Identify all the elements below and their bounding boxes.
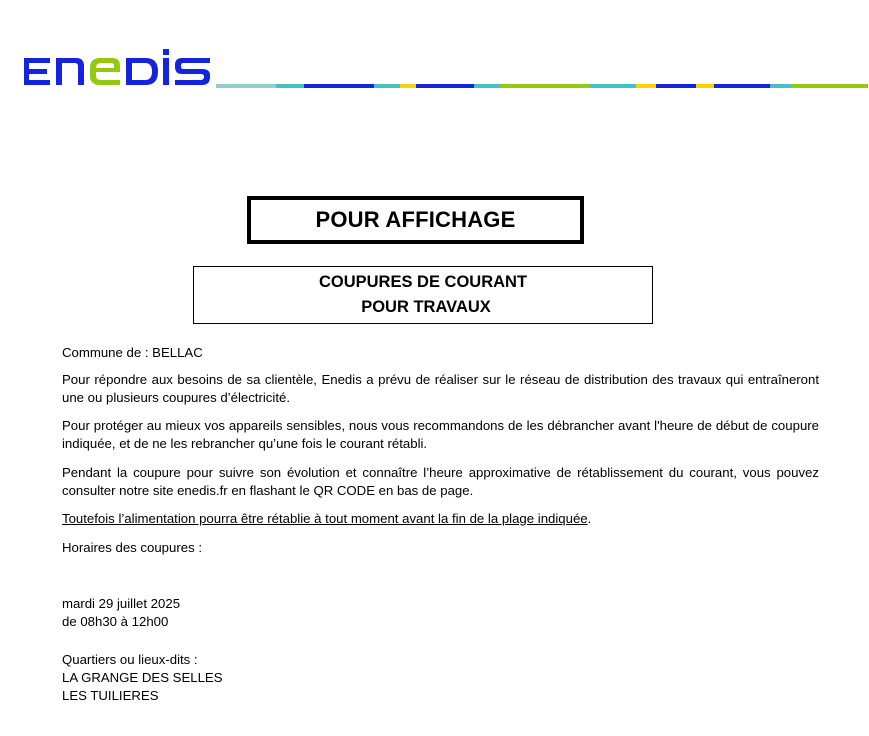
outage-date: mardi 29 juillet 2025 — [62, 596, 181, 611]
commune-line: Commune de : BELLAC — [62, 345, 203, 360]
location-item: LES TUILIERES — [62, 688, 159, 703]
outage-time-range: de 08h30 à 12h00 — [62, 614, 169, 629]
paragraph-works: Pour répondre aux besoins de sa clientèle, Enedis a prévu de réaliser sur le réseau de distribution des travaux qui entraîneront une ou plusieurs coupures d’électricité. — [62, 372, 819, 405]
pour-affichage-banner: POUR AFFICHAGE — [247, 196, 584, 244]
notice-title-box — [193, 266, 653, 324]
warning-text: Toutefois l’alimentation pourra être rétablie à tout moment avant la fin de la plage indiquée — [62, 511, 588, 526]
warning-line — [62, 510, 591, 528]
location-item: LA GRANGE DES SELLES — [62, 670, 223, 685]
enedis-logo — [20, 46, 212, 94]
header-rule — [216, 84, 868, 88]
locations-label: Quartiers ou lieux-dits : — [62, 652, 198, 667]
enedis-logo-graphic — [20, 46, 212, 94]
notice-title-line1: COUPURES DE COURANT — [318, 273, 528, 291]
warning-period: . — [587, 511, 592, 526]
horaires-label: Horaires des coupures : — [62, 540, 203, 555]
notice-title-line2: POUR TRAVAUX — [361, 298, 491, 316]
logo-wordmark — [212, 46, 213, 47]
paragraph-tracking: Pendant la coupure pour suivre son évolution et connaître l’heure approximative de rétablissement du courant, vous pouvez consulter notre site enedis.fr en flashant le QR CODE en bas de page. — [62, 465, 819, 498]
paragraph-appliances: Pour protéger au mieux vos appareils sensibles, nous vous recommandons de les débrancher avant l'heure de début de coupure indiquée, et de ne les rebrancher qu’une fois le courant rétabli. — [62, 418, 819, 451]
